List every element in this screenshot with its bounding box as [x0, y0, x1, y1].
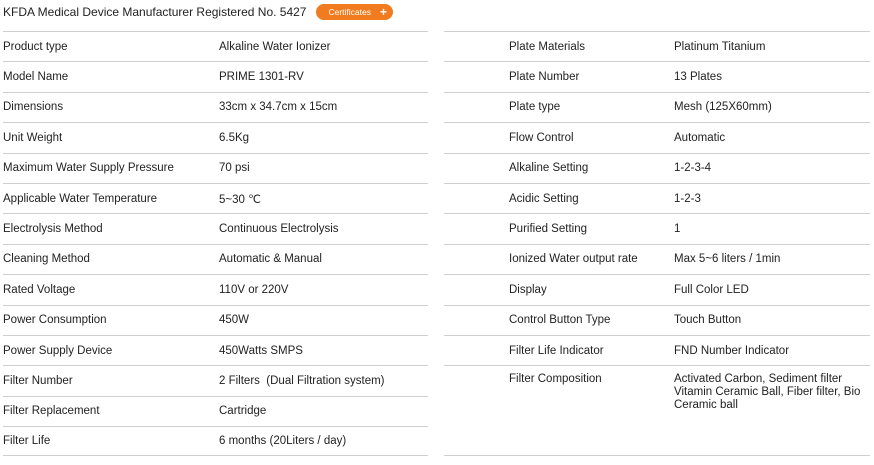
- spec-row: [444, 213, 870, 243]
- spec-label: Maximum Water Supply Pressure: [3, 162, 174, 175]
- spec-row: [444, 122, 870, 152]
- spec-row: [3, 426, 428, 456]
- spec-row: [3, 365, 428, 395]
- spec-value: 33cm x 34.7cm x 15cm: [219, 101, 338, 114]
- spec-row: [444, 335, 870, 365]
- spec-label: Dimensions: [3, 101, 64, 114]
- spec-row: [444, 244, 870, 274]
- spec-row: [3, 274, 428, 304]
- spec-label: Cleaning Method: [3, 253, 90, 266]
- spec-value: 1-2-3: [674, 192, 701, 205]
- spec-value: 13 Plates: [674, 71, 722, 84]
- spec-row: [444, 274, 870, 304]
- spec-label: Plate type: [509, 101, 561, 114]
- spec-value: Alkaline Water Ionizer: [219, 40, 331, 53]
- spec-label: Product type: [3, 40, 68, 53]
- spec-label: Electrolysis Method: [3, 223, 103, 236]
- spec-row: [3, 396, 428, 426]
- spec-label: Power Supply Device: [3, 344, 113, 357]
- spec-row: [3, 335, 428, 365]
- spec-row: [444, 365, 870, 456]
- spec-value: Full Color LED: [674, 283, 749, 296]
- spec-value: Automatic: [674, 131, 726, 144]
- spec-value: 110V or 220V: [219, 283, 289, 296]
- spec-row: [444, 153, 870, 183]
- spec-label: Filter Replacement: [3, 405, 100, 418]
- spec-row: [3, 122, 428, 152]
- spec-value: 450Watts SMPS: [219, 344, 303, 357]
- spec-value: Continuous Electrolysis: [219, 223, 339, 236]
- spec-value: 6 months (20Liters / day): [219, 435, 347, 448]
- spec-row: [444, 305, 870, 335]
- spec-label: Unit Weight: [3, 131, 63, 144]
- spec-row: [444, 31, 870, 61]
- spec-value: 5~30 ℃: [219, 193, 262, 206]
- spec-label: Ionized Water output rate: [509, 253, 638, 266]
- spec-value: Activated Carbon, Sediment filter Vitamin Ceramic Ball, Fiber filter, Bio Ceramic ball: [674, 373, 861, 412]
- spec-row: [444, 61, 870, 91]
- registration-title: KFDA Medical Device Manufacturer Registered No. 5427: [3, 5, 307, 19]
- spec-label: Plate Number: [509, 71, 580, 84]
- spec-label: Control Button Type: [509, 314, 611, 327]
- spec-label: Display: [509, 283, 547, 296]
- spec-row: [444, 92, 870, 122]
- spec-label: Applicable Water Temperature: [3, 192, 158, 205]
- right-spec-table: [444, 31, 870, 456]
- spec-value: Automatic & Manual: [219, 253, 322, 266]
- spec-row: [3, 31, 428, 61]
- header: [3, 0, 393, 24]
- spec-value: 6.5Kg: [219, 131, 250, 144]
- spec-row: [3, 61, 428, 91]
- spec-label: Filter Composition: [509, 373, 602, 386]
- spec-label: Model Name: [3, 71, 69, 84]
- spec-value: Platinum Titanium: [674, 40, 766, 53]
- spec-label: Filter Life: [3, 435, 51, 448]
- spec-value: Cartridge: [219, 405, 267, 418]
- spec-label: Plate Materials: [509, 40, 586, 53]
- certificates-button[interactable]: [316, 4, 393, 20]
- spec-value: FND Number Indicator: [674, 344, 790, 357]
- spec-row: [3, 183, 428, 213]
- spec-label: Power Consumption: [3, 314, 107, 327]
- spec-value: 1: [674, 223, 681, 236]
- spec-row: [3, 213, 428, 243]
- spec-label: Filter Life Indicator: [509, 344, 604, 357]
- spec-value: 2 Filters (Dual Filtration system): [219, 374, 385, 387]
- spec-row: [444, 183, 870, 213]
- spec-value: Max 5~6 liters / 1min: [674, 253, 781, 266]
- plus-icon: +: [380, 5, 388, 19]
- spec-label: Acidic Setting: [509, 192, 579, 205]
- spec-label: Rated Voltage: [3, 283, 76, 296]
- spec-value: 450W: [219, 314, 250, 327]
- left-spec-table: [3, 31, 428, 456]
- spec-value: Mesh (125X60mm): [674, 101, 772, 114]
- spec-value: PRIME 1301-RV: [219, 71, 304, 84]
- spec-value: Touch Button: [674, 314, 742, 327]
- spec-row: [3, 305, 428, 335]
- spec-row: [3, 244, 428, 274]
- spec-label: Filter Number: [3, 374, 73, 387]
- spec-label: Alkaline Setting: [509, 162, 589, 175]
- spec-label: Flow Control: [509, 131, 574, 144]
- spec-label: Purified Setting: [509, 223, 587, 236]
- spec-value: 70 psi: [219, 162, 250, 175]
- spec-row: [3, 153, 428, 183]
- spec-value: 1-2-3-4: [674, 162, 712, 175]
- certificates-label: Certificates: [328, 7, 371, 17]
- spec-row: [3, 92, 428, 122]
